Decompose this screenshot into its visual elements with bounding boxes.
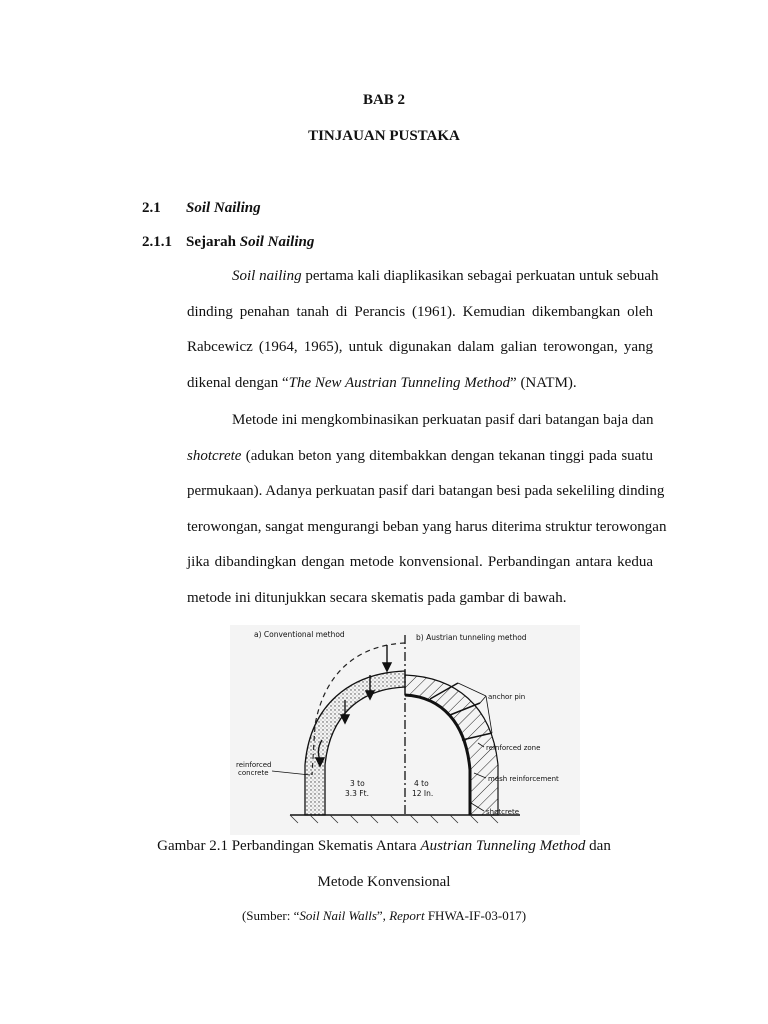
figure-caption-line-1 (0, 838, 768, 855)
paragraph-2-line (187, 403, 653, 439)
paragraph-1-line: Rabcewicz (1964, 1965), untuk digunakan dalam galian terowongan, yang (187, 339, 653, 355)
subsection-title (186, 234, 314, 251)
term-shotcrete: shotcrete (187, 447, 242, 464)
paragraph-1-line: dinding penahan tanah di Perancis (1961). Kemudian dikembangkan oleh (187, 303, 653, 320)
paragraph-1-line (187, 366, 653, 402)
chapter-label: BAB 2 (362, 92, 406, 108)
label-reinforced-concrete-2: concrete (238, 769, 269, 777)
text-run: ” (NATM). (510, 374, 577, 391)
dim-left-1: 3 to (350, 779, 365, 788)
dim-right-1: 4 to (414, 779, 429, 788)
section-number: 2.1 (142, 200, 161, 216)
paragraph-1 (187, 259, 659, 401)
subsection-title-italic: Soil Nailing (239, 234, 315, 250)
dim-right-2: 12 In. (412, 789, 434, 798)
label-mesh-reinforcement: mesh reinforcement (488, 775, 559, 783)
paragraph-2-line: terowongan, sangat mengurangi beban yang harus diterima struktur terowongan (187, 518, 667, 535)
label-anchor-pin: anchor pin (488, 693, 526, 701)
text-run: dikenal dengan “ (187, 374, 289, 391)
text-run: pertama kali diaplikasikan sebagai perkuatan untuk sebuah (301, 268, 659, 284)
label-reinforced-zone: reinforced zone (486, 744, 541, 752)
chapter-title: TINJAUAN PUSTAKA (308, 128, 460, 144)
text-run: (Sumber: “ (241, 908, 300, 923)
source-italic-report: Report (389, 908, 425, 923)
section-title: Soil Nailing (186, 200, 261, 216)
text-run: Metode ini mengkombinasikan perkuatan pasif dari batangan baja dan (232, 412, 654, 428)
figure-caption-line-2: Metode Konvensional (317, 874, 451, 890)
text-run: Gambar 2.1 Perbandingan Skematis Antara (157, 838, 421, 854)
dim-left-2: 3.3 Ft. (345, 789, 369, 798)
label-reinforced-concrete-1: reinforced (236, 761, 272, 769)
caption-italic: Austrian Tunneling Method (420, 838, 586, 854)
paragraph-2-line: metode ini ditunjukkan secara skematis pada gambar di bawah. (187, 589, 567, 606)
label-shotcrete: shotcrete (486, 808, 520, 816)
paragraph-2-line: permukaan). Adanya perkuatan pasif dari batangan besi pada sekeliling dinding (187, 483, 665, 499)
text-run: dan (585, 838, 611, 854)
figure-source (0, 908, 768, 924)
tunnel-comparison-figure (230, 625, 580, 835)
label-austrian: b) Austrian tunneling method (416, 633, 527, 642)
paragraph-1-line (187, 259, 659, 295)
term-natm: The New Austrian Tunneling Method (288, 374, 511, 391)
paragraph-2-line (187, 439, 653, 475)
subsection-title-prefix: Sejarah (186, 234, 240, 250)
paragraph-2 (187, 403, 667, 616)
text-run: FHWA-IF-03-017) (424, 908, 527, 923)
subsection-number: 2.1.1 (142, 234, 172, 250)
source-italic-title: Soil Nail Walls (299, 908, 377, 923)
text-run: (adukan beton yang ditembakkan dengan tekanan tinggi pada suatu (241, 447, 653, 464)
label-conventional: a) Conventional method (254, 630, 345, 639)
paragraph-2-line: jika dibandingkan dengan metode konvensional. Perbandingan antara kedua (187, 554, 653, 570)
text-run: ”, (376, 908, 390, 923)
term-soil-nailing: Soil nailing (232, 268, 302, 284)
